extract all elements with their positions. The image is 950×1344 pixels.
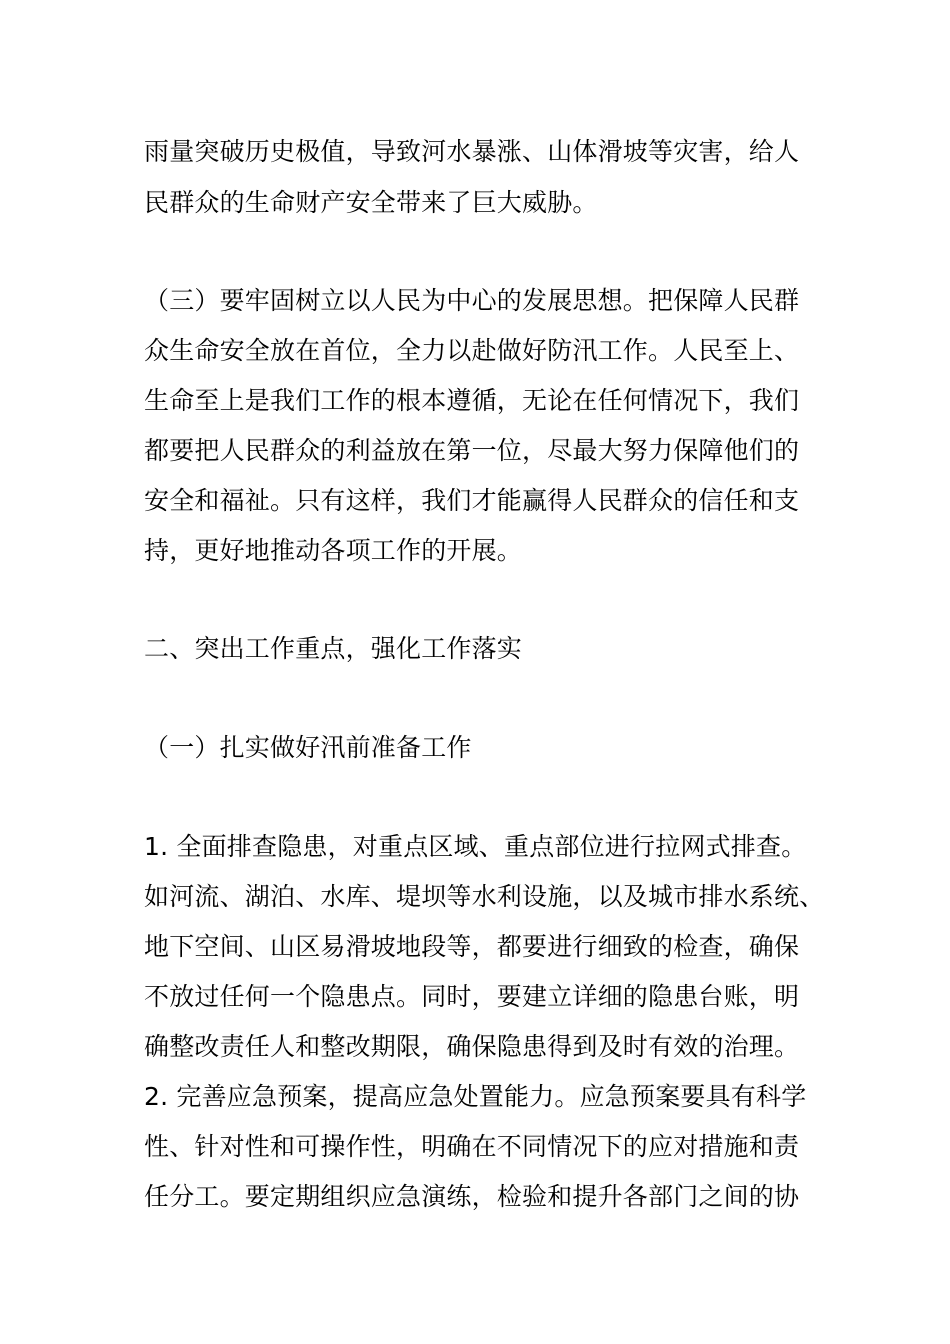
paragraph-line: 生命至上是我们工作的根本遵循，无论在任何情况下，我们	[144, 386, 800, 415]
paragraph-line: 持，更好地推动各项工作的开展。	[144, 536, 523, 565]
paragraph-line: 地下空间、山区易滑坡地段等，都要进行细致的检查，确保	[144, 932, 800, 961]
paragraph-line: 民群众的生命财产安全带来了巨大威胁。	[144, 188, 598, 217]
paragraph-line: 2. 完善应急预案，提高应急处置能力。应急预案要具有科学	[144, 1082, 807, 1111]
paragraph-line: 不放过任何一个隐患点。同时，要建立详细的隐患台账，明	[144, 982, 800, 1011]
paragraph-line: 任分工。要定期组织应急演练，检验和提升各部门之间的协	[144, 1182, 800, 1211]
paragraph-line: 众生命安全放在首位，全力以赴做好防汛工作。人民至上、	[144, 336, 800, 365]
paragraph-line: 都要把人民群众的利益放在第一位，尽最大努力保障他们的	[144, 436, 800, 465]
paragraph-line: 1. 全面排查隐患，对重点区域、重点部位进行拉网式排查。	[144, 832, 807, 861]
paragraph-line: 确整改责任人和整改期限，确保隐患得到及时有效的治理。	[144, 1032, 800, 1061]
paragraph-line: 如河流、湖泊、水库、堤坝等水利设施，以及城市排水系统、	[144, 882, 825, 911]
paragraph-line: 安全和福祉。只有这样，我们才能赢得人民群众的信任和支	[144, 486, 800, 515]
subsection-heading: （一）扎实做好汛前准备工作	[144, 733, 472, 762]
paragraph-line: 雨量突破历史极值，导致河水暴涨、山体滑坡等灾害，给人	[144, 137, 800, 166]
paragraph-line: 性、针对性和可操作性，明确在不同情况下的应对措施和责	[144, 1132, 800, 1161]
section-heading: 二、突出工作重点，强化工作落实	[144, 634, 523, 663]
paragraph-line: （三）要牢固树立以人民为中心的发展思想。把保障人民群	[144, 286, 800, 315]
